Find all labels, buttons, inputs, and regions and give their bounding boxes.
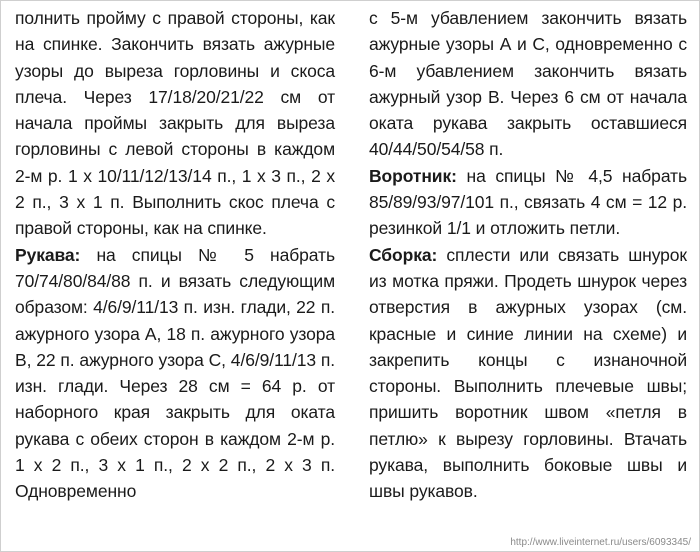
intro-paragraph: полнить пройму с правой стороны, как на спинке. Закончить вязать ажурные узоры до выреза горловины и скоса плеча. Через 17/18/20/21/22 см от начала проймы закрыть для выреза горловины с левой стороны в каждом 2-м р. 1 х 10/11/12/13/14 п., 1 х 3 п., 2 х 2 п., 3 х 1 п. Выполнить скос плеча с правой стороны, как на спинке. (15, 8, 335, 239)
assembly-heading: Сборка: (369, 244, 438, 265)
collar-heading: Воротник: (369, 165, 457, 186)
sleeves-heading: Рукава: (15, 244, 81, 265)
assembly-text: сплести или связать шнурок из мотка пряжи. Продеть шнурок через отверстия в ажурных узорах (см. красные и синие линии на схеме) и закрепить концы с изнаночной стороны. Выполнить плечевые швы; пришить воротник швом «петля в петлю» к вырезу горловины. Втачать рукава, выполнить боковые швы и швы рукавов. (369, 244, 687, 502)
watermark-url[interactable]: http://www.liveinternet.ru/users/6093345/ (510, 537, 691, 548)
sleeves-text: на спицы № 5 набрать 70/74/80/84/88 п. и вязать следующим образом: 4/6/9/11/13 п. изн. глади, 22 п. ажурного узора А, 18 п. ажурного узора В, 22 п. ажурного узора С, 4/6/9/11/13 п. изн. глади. Через 28 см = 64 р. от наборного края закрыть для оката рукава с обеих сторон в каждом 2-м р. 1 х 2 п., 3 х 1 п., 2 х 2 п., 2 х 3 п. Одновременно (15, 244, 335, 502)
continuation-paragraph: с 5-м убавлением закончить вязать ажурные узоры А и С, одновременно с 6-м убавлением закончить вязать ажурный узор В. Через 6 см от начала оката рукава закрыть оставшиеся 40/44/50/54/58 п. (369, 8, 687, 160)
sleeves-paragraph (15, 242, 335, 505)
left-column (15, 5, 335, 505)
right-column (369, 5, 687, 505)
collar-text: на спицы № 4,5 набрать 85/89/93/97/101 п., связать 4 см = 12 р. резинкой 1/1 и отложить петли. (369, 165, 687, 239)
collar-paragraph (369, 163, 687, 242)
assembly-paragraph (369, 242, 687, 505)
